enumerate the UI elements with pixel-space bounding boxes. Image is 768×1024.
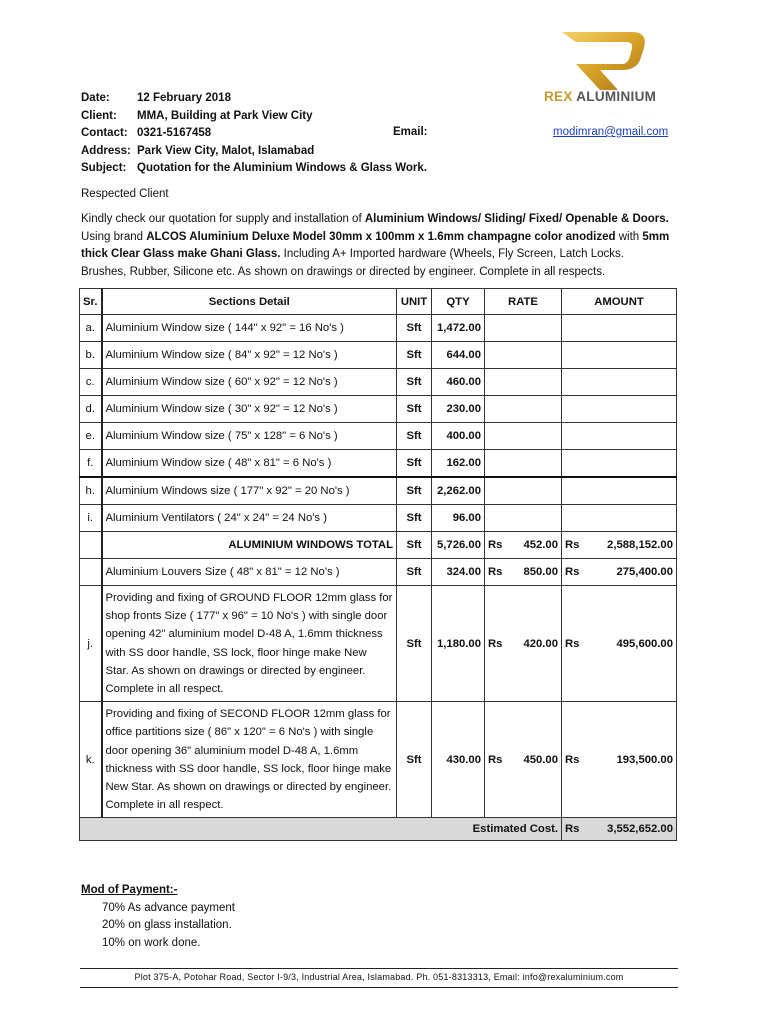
intro-text: Using brand [81, 230, 147, 243]
quotation-table [79, 288, 677, 841]
amount-cell [562, 342, 677, 369]
table-row [80, 450, 677, 478]
currency: Rs [565, 539, 580, 551]
unit-cell: Sft [397, 532, 432, 559]
sr-cell: a. [80, 315, 102, 342]
detail-cell: Aluminium Window size ( 60" x 92" = 12 No's ) [102, 369, 397, 396]
qty-cell: 96.00 [432, 505, 485, 532]
rate-value: 450.00 [523, 753, 558, 766]
date-label: Date: [81, 92, 110, 104]
table-row [80, 423, 677, 450]
qty-cell: 1,180.00 [432, 586, 485, 702]
sr-cell [80, 532, 102, 559]
estimated-label: Estimated Cost. [80, 818, 562, 841]
detail-cell: Aluminium Ventilators ( 24" x 24" = 24 No's ) [102, 505, 397, 532]
qty-cell: 162.00 [432, 450, 485, 478]
intro-bold: 5mm thick Clear Glass make Ghani Glass. [81, 230, 670, 260]
rate-cell [485, 342, 562, 369]
col-unit: UNIT [397, 289, 432, 315]
unit-cell: Sft [397, 450, 432, 478]
rate-cell [485, 532, 562, 559]
louvers-row [80, 559, 677, 586]
greeting: Respected Client [81, 188, 169, 200]
qty-cell: 400.00 [432, 423, 485, 450]
intro-paragraph [81, 211, 671, 281]
amount-cell [562, 450, 677, 478]
estimated-cost-row [80, 818, 677, 841]
client-label: Client: [81, 110, 117, 122]
intro-text: Including A+ Imported hardware (Wheels, Fly Screen, Latch Locks. Brushes, Rubber, Silicone etc. As shown on drawings or directed by engineer. Complete in all respects. [81, 248, 625, 278]
unit-cell: Sft [397, 423, 432, 450]
sr-cell: i. [80, 505, 102, 532]
detail-cell: Aluminium Louvers Size ( 48" x 81" = 12 No's ) [102, 559, 397, 586]
brand-suffix: ALUMINIUM [572, 89, 657, 104]
detail-cell: Providing and fixing of GROUND FLOOR 12mm glass for shop fronts Size ( 177" x 96" = 10 No's ) with single door opening 42" aluminium model D-48 A, 1.6mm thickness with SS door handle, SS lock, floor hinge make New Star. As shown on drawings or directed by engineer. Complete in all respect. [102, 586, 397, 702]
intro-text: Kindly check our quotation for supply and installation of [81, 213, 365, 225]
qty-cell: 1,472.00 [432, 315, 485, 342]
sr-cell: e. [80, 423, 102, 450]
currency: Rs [565, 566, 580, 578]
table-row-k [80, 702, 677, 818]
rate-cell [485, 423, 562, 450]
detail-cell: Aluminium Window size ( 84" x 92" = 12 No's ) [102, 342, 397, 369]
contact-value: 0321-5167458 [137, 127, 212, 139]
qty-cell: 430.00 [432, 702, 485, 818]
unit-cell: Sft [397, 586, 432, 702]
intro-bold: Aluminium Windows/ Sliding/ Fixed/ Openable & Doors. [364, 213, 669, 225]
amount-cell [562, 423, 677, 450]
brand-name [544, 89, 656, 104]
detail-cell: Aluminium Windows size ( 177" x 92" = 20 No's ) [102, 477, 397, 505]
rate-value: 452.00 [523, 539, 558, 551]
amount-cell [562, 477, 677, 505]
rate-cell [485, 586, 562, 702]
payment-item: 20% on glass installation. [102, 919, 232, 931]
subject-label: Subject: [81, 162, 127, 174]
total-label: ALUMINIUM WINDOWS TOTAL [102, 532, 397, 559]
email-label: Email: [393, 126, 428, 138]
amount-value: 193,500.00 [616, 753, 673, 766]
amount-cell [562, 559, 677, 586]
subject-value: Quotation for the Aluminium Windows & Glass Work. [137, 162, 427, 174]
unit-cell: Sft [397, 702, 432, 818]
amount-value: 275,400.00 [616, 566, 673, 578]
qty-cell: 324.00 [432, 559, 485, 586]
detail-cell: Aluminium Window size ( 144" x 92" = 16 No's ) [102, 315, 397, 342]
rate-cell [485, 559, 562, 586]
payment-item: 70% As advance payment [102, 902, 235, 914]
detail-cell: Aluminium Window size ( 75" x 128" = 6 No's ) [102, 423, 397, 450]
date-value: 12 February 2018 [137, 92, 231, 104]
rate-cell [485, 505, 562, 532]
sr-cell: d. [80, 396, 102, 423]
amount-value: 495,600.00 [616, 637, 673, 650]
address-value: Park View City, Malot, Islamabad [137, 145, 315, 157]
unit-cell: Sft [397, 396, 432, 423]
table-row [80, 505, 677, 532]
col-detail: Sections Detail [102, 289, 397, 315]
unit-cell: Sft [397, 477, 432, 505]
address-label: Address: [81, 145, 131, 157]
sr-cell: b. [80, 342, 102, 369]
col-rate: RATE [485, 289, 562, 315]
col-sr: Sr. [80, 289, 102, 315]
total-row [80, 532, 677, 559]
amount-value: 2,588,152.00 [607, 539, 673, 551]
table-header [80, 289, 677, 315]
client-value: MMA, Building at Park View City [137, 110, 313, 122]
amount-cell [562, 315, 677, 342]
rate-cell [485, 477, 562, 505]
table-row [80, 477, 677, 505]
sr-cell: j. [80, 586, 102, 702]
qty-cell: 230.00 [432, 396, 485, 423]
rate-cell [485, 396, 562, 423]
qty-cell: 2,262.00 [432, 477, 485, 505]
unit-cell: Sft [397, 369, 432, 396]
currency: Rs [565, 637, 580, 650]
table-row [80, 396, 677, 423]
sr-cell: h. [80, 477, 102, 505]
table-row-j [80, 586, 677, 702]
rate-value: 850.00 [523, 566, 558, 578]
amount-cell [562, 396, 677, 423]
table-row [80, 315, 677, 342]
detail-cell: Providing and fixing of SECOND FLOOR 12mm glass for office partitions size ( 86" x 120" = 6 No's ) with single door opening 36" aluminium model D-48 A, 1.6mm thickness with SS door handle, SS lock, floor hinge make New Star. As shown on drawings or directed by engineer. Complete in all respect. [102, 702, 397, 818]
detail-cell: Aluminium Window size ( 30" x 92" = 12 No's ) [102, 396, 397, 423]
amount-cell [562, 702, 677, 818]
table-row [80, 342, 677, 369]
contact-label: Contact: [81, 127, 128, 139]
rate-cell [485, 450, 562, 478]
currency: Rs [488, 539, 503, 551]
estimated-amount: 3,552,652.00 [607, 823, 673, 836]
currency: Rs [488, 753, 503, 766]
currency: Rs [565, 823, 580, 836]
sr-cell [80, 559, 102, 586]
col-amount: AMOUNT [562, 289, 677, 315]
sr-cell: f. [80, 450, 102, 478]
qty-cell: 5,726.00 [432, 532, 485, 559]
amount-cell [562, 369, 677, 396]
currency: Rs [488, 566, 503, 578]
sr-cell: k. [80, 702, 102, 818]
rate-value: 420.00 [523, 637, 558, 650]
unit-cell: Sft [397, 342, 432, 369]
footer-address: Plot 375-A, Potohar Road, Sector I-9/3, Industrial Area, Islamabad. Ph. 051-8313313, Email: info@rexaluminium.com [134, 972, 624, 982]
qty-cell: 644.00 [432, 342, 485, 369]
rate-cell [485, 702, 562, 818]
sr-cell: c. [80, 369, 102, 396]
brand-prefix: REX [544, 89, 573, 104]
amount-cell [562, 505, 677, 532]
payment-item: 10% on work done. [102, 937, 201, 949]
unit-cell: Sft [397, 559, 432, 586]
table-row [80, 369, 677, 396]
estimated-amount-cell [562, 818, 677, 841]
unit-cell: Sft [397, 315, 432, 342]
rate-cell [485, 315, 562, 342]
rate-cell [485, 369, 562, 396]
unit-cell: Sft [397, 505, 432, 532]
amount-cell [562, 532, 677, 559]
payment-title: Mod of Payment:- [81, 884, 178, 896]
footer-divider [80, 987, 678, 988]
intro-text: with [615, 230, 643, 243]
intro-bold: ALCOS Aluminium Deluxe Model 30mm x 100mm x 1.6mm champagne color anodized [146, 230, 616, 243]
qty-cell: 460.00 [432, 369, 485, 396]
currency: Rs [488, 637, 503, 650]
detail-cell: Aluminium Window size ( 48" x 81" = 6 No's ) [102, 450, 397, 478]
footer-divider [80, 968, 678, 969]
currency: Rs [565, 753, 580, 766]
amount-cell [562, 586, 677, 702]
email-link[interactable]: modimran@gmail.com [553, 126, 669, 138]
col-qty: QTY [432, 289, 485, 315]
